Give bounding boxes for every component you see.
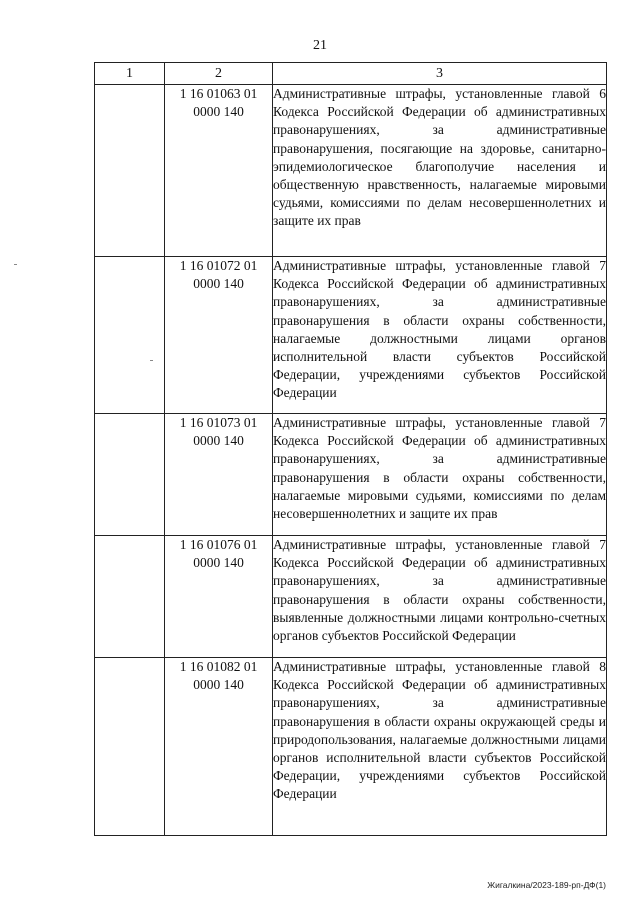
budget-code: 1 16 01063 01 0000 140	[165, 85, 273, 257]
header-col-2: 2	[165, 63, 273, 85]
empty-cell	[95, 414, 165, 536]
code-description: Административные штрафы, установленные главой 7 Кодекса Российской Федерации об административных правонарушениях, за административные правонарушения в области охраны собственности, налагаемые должностными лицами органов исполнительной власти субъектов Российской Федерации, учреждениями субъектов Российской Федерации	[273, 257, 607, 414]
table-row	[95, 536, 607, 658]
empty-cell	[95, 85, 165, 257]
table-row	[95, 658, 607, 836]
empty-cell	[95, 257, 165, 414]
header-col-3: 3	[273, 63, 607, 85]
code-description: Административные штрафы, установленные главой 6 Кодекса Российской Федерации об административных правонарушениях, за административные правонарушения, посягающие на здоровье, санитарно-эпидемиологическое благополучие населения и общественную нравственность, налагаемые мировыми судьями, комиссиями по делам несовершеннолетних и защите их прав	[273, 85, 607, 257]
code-description: Административные штрафы, установленные главой 7 Кодекса Российской Федерации об административных правонарушениях, за административные правонарушения в области охраны собственности, налагаемые мировыми судьями, комиссиями по делам несовершеннолетних и защите их прав	[273, 414, 607, 536]
code-description: Административные штрафы, установленные главой 8 Кодекса Российской Федерации об административных правонарушениях, за административные правонарушения в области охраны окружающей среды и природопользования, налагаемые должностными лицами органов исполнительной власти субъектов Российской Федерации, учреждениями субъектов Российской Федерации	[273, 658, 607, 836]
code-description: Административные штрафы, установленные главой 7 Кодекса Российской Федерации об административных правонарушениях, за административные правонарушения в области охраны собственности, выявленные должностными лицами контрольно-счетных органов субъектов Российской Федерации	[273, 536, 607, 658]
scan-mark	[14, 264, 17, 265]
budget-code: 1 16 01072 01 0000 140	[165, 257, 273, 414]
header-col-1: 1	[95, 63, 165, 85]
table-row	[95, 85, 607, 257]
page-number: 21	[313, 38, 327, 53]
budget-codes-table	[94, 62, 607, 836]
budget-code: 1 16 01082 01 0000 140	[165, 658, 273, 836]
budget-code: 1 16 01073 01 0000 140	[165, 414, 273, 536]
table-row	[95, 414, 607, 536]
table-header-row	[95, 63, 607, 85]
document-footer: Жигалкина/2023-189-рп-ДФ(1)	[487, 880, 606, 890]
budget-code: 1 16 01076 01 0000 140	[165, 536, 273, 658]
scan-mark	[150, 360, 153, 361]
table-row	[95, 257, 607, 414]
empty-cell	[95, 536, 165, 658]
empty-cell	[95, 658, 165, 836]
